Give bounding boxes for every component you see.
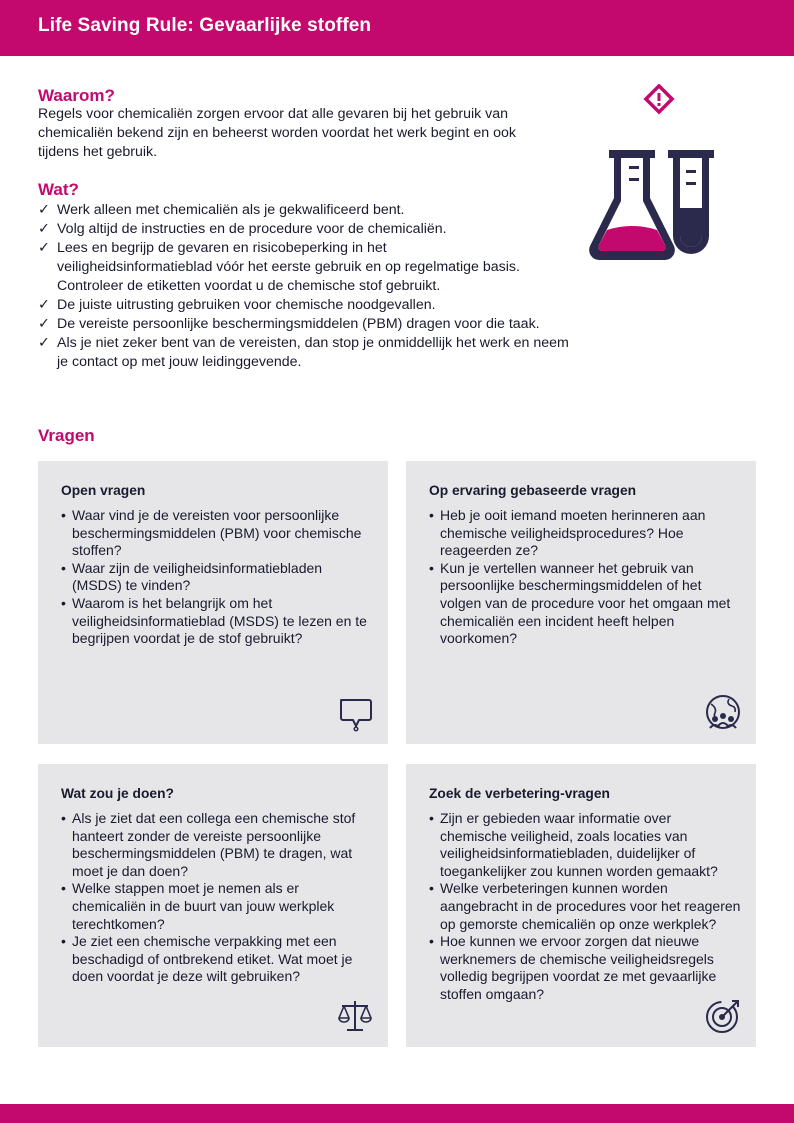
list-item: • Heb je ooit iemand moeten herinneren aan chemische veiligheidsprocedures? Hoe reageerden ze? <box>429 507 706 559</box>
card-title: Op ervaring gebaseerde vragen <box>429 483 637 498</box>
warning-diamond-icon <box>643 84 674 115</box>
list-item: ✓ Volg altijd de instructies en de procedure voor de chemicaliën. <box>38 221 447 237</box>
list-item: • Zijn er gebieden waar informatie over chemische veiligheid, zoals locaties van veiligheidsinformatiebladen, duidelijker of toegankelijker zou kunnen worden gemaakt? <box>429 810 718 879</box>
check-icon: ✓ <box>38 335 50 351</box>
check-icon: ✓ <box>38 316 50 332</box>
list-item: • Je ziet een chemische verpakking met een beschadigd of ontbrekend etiket. Wat moet je doen voordat je deze wilt gebruiken? <box>61 933 353 985</box>
check-icon: ✓ <box>38 240 50 256</box>
speech-bubble-icon <box>336 694 374 732</box>
list-item: ✓ Als je niet zeker bent van de vereisten, dan stop je onmiddellijk het werk en neem je contact op met jouw leidinggevende. <box>38 335 569 370</box>
card-improvement-questions <box>406 764 756 1047</box>
why-text: Regels voor chemicaliën zorgen ervoor dat alle gevaren bij het gebruik van chemicaliën bekend zijn en beheerst worden voordat het werk begint en ook tijdens het gebruik. <box>38 106 516 160</box>
list-item: • Hoe kunnen we ervoor zorgen dat nieuwe werknemers de chemische veiligheidsregels volledig begrijpen voordat ze met gevaarlijke stoffen omgaan? <box>429 933 717 1002</box>
list-item: • Kun je vertellen wanneer het gebruik van persoonlijke beschermingsmiddelen of het volgen van de procedure voor het omgaan met chemicaliën een incident heeft helpen voorkomen? <box>429 559 731 647</box>
list-item: • Als je ziet dat een collega een chemische stof hanteert zonder de vereiste persoonlijke beschermingsmiddelen (PBM) te dragen, wat moet je dan doen? <box>61 810 356 879</box>
footer-bar <box>0 1104 794 1123</box>
check-icon: ✓ <box>38 202 50 218</box>
list-item: • Waar vind je de vereisten voor persoonlijke beschermingsmiddelen (PBM) voor chemische stoffen? <box>61 507 362 559</box>
card-title: Zoek de verbetering-vragen <box>429 786 610 801</box>
target-icon <box>704 997 742 1035</box>
card-list <box>61 810 373 986</box>
globe-people-icon <box>704 694 742 732</box>
check-icon: ✓ <box>38 297 50 313</box>
list-item: • Welke stappen moet je nemen als er chemicaliën in de buurt van jouw werkplek terechtkomen? <box>61 880 335 932</box>
list-item: • Welke verbeteringen kunnen worden aangebracht in de procedures voor het reageren op gemorste chemicaliën op onze werkplek? <box>429 880 741 932</box>
list-item: • Waarom is het belangrijk om het veiligheidsinformatieblad (MSDS) te lezen en te begrijpen voordat je de stof gebruikt? <box>61 594 367 647</box>
why-title: Waarom? <box>38 86 115 105</box>
list-item: ✓ De juiste uitrusting gebruiken voor chemische noodgevallen. <box>38 297 436 313</box>
chemistry-flasks-icon <box>588 84 728 264</box>
card-open-questions <box>38 461 388 744</box>
card-what-would-you-do <box>38 764 388 1047</box>
card-title: Open vragen <box>61 483 146 498</box>
header-bar <box>0 0 794 56</box>
card-list <box>429 810 741 1004</box>
list-item: ✓ De vereiste persoonlijke beschermingsmiddelen (PBM) dragen voor die taak. <box>38 316 540 332</box>
check-icon: ✓ <box>38 221 50 237</box>
card-list <box>429 507 741 648</box>
questions-title: Vragen <box>38 426 95 445</box>
page-title: Life Saving Rule: Gevaarlijke stoffen <box>38 15 372 36</box>
list-item: • Waar zijn de veiligheidsinformatiebladen (MSDS) te vinden? <box>61 559 323 594</box>
card-title: Wat zou je doen? <box>61 786 174 801</box>
what-title: Wat? <box>38 180 79 199</box>
scales-icon <box>336 997 374 1035</box>
list-item: ✓ Lees en begrijp de gevaren en risicobeperking in het veiligheidsinformatieblad vóór het eerste gebruik en op regelmatige basis. Controleer de etiketten voordat u de chemische stof gebruikt. <box>38 240 520 294</box>
card-list <box>61 507 373 648</box>
list-item: ✓ Werk alleen met chemicaliën als je gekwalificeerd bent. <box>38 202 405 218</box>
card-experience-questions <box>406 461 756 744</box>
what-list <box>38 201 598 372</box>
